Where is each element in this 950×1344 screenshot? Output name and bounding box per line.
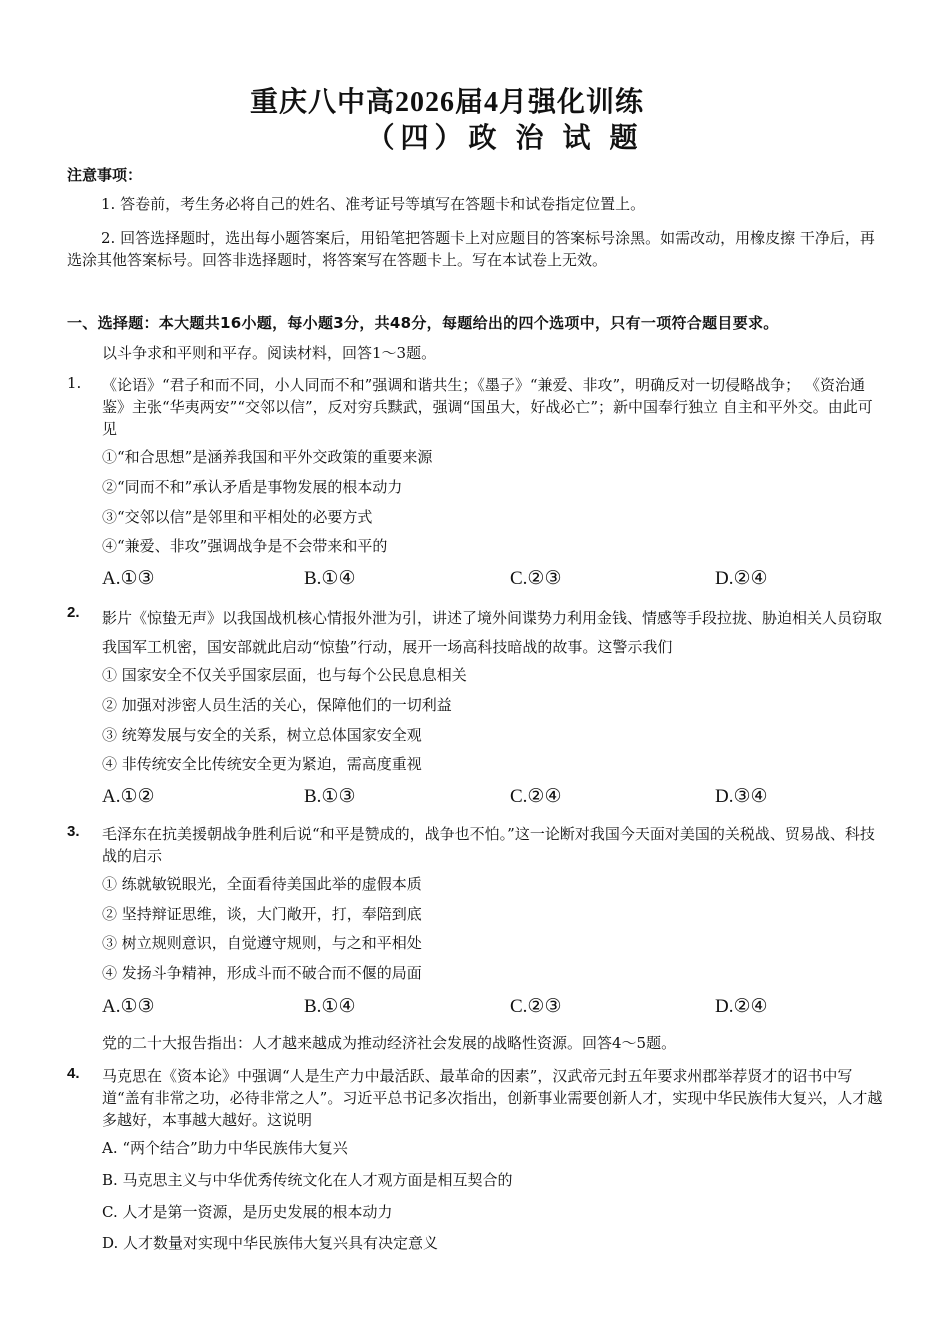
answer-choice-c: C.②④ <box>510 786 562 807</box>
answer-choice-b: B.①③ <box>304 786 356 807</box>
statement-option: ① 国家安全不仅关乎国家层面，也与每个公民息息相关 <box>102 666 467 684</box>
statement-option: ② 加强对涉密人员生活的关心，保障他们的一切利益 <box>102 696 452 714</box>
question-stem: 毛泽东在抗美援朝战争胜利后说“和平是赞成的，战争也不怕。”这一论断对我国今天面对美国的关税战、贸易战、科技战的启示 <box>102 825 875 865</box>
statement-option: ③“交邻以信”是邻里和平相处的必要方式 <box>102 508 373 526</box>
statement-option: ③ 统筹发展与安全的关系，树立总体国家安全观 <box>102 726 422 744</box>
question-number: 4. <box>67 1065 80 1082</box>
answer-choice-c: C. 人才是第一资源，是历史发展的根本动力 <box>102 1203 393 1221</box>
exam-title: 重庆八中高2026届4月强化训练 <box>249 87 644 118</box>
section-heading: 一、选择题：本大题共16小题，每小题3分，共48分，每题给出的四个选项中，只有一项符合题目要求。 <box>67 314 779 332</box>
statement-option: ③ 树立规则意识，自觉遵守规则，与之和平相处 <box>102 934 422 952</box>
question-stem: 影片《惊蛰无声》以我国战机核心情报外泄为引，讲述了境外间谍势力利用金钱、情感等手段拉拢、胁迫相关人员窃取我国军工机密，国安部就此启动“惊蛰”行动，展开一场高科技暗战的故事。这警示我们 <box>102 609 883 656</box>
notice-heading: 注意事项： <box>67 166 143 184</box>
answer-choice-d: D. 人才数量对实现中华民族伟大复兴具有决定意义 <box>102 1234 439 1252</box>
answer-choice-d: D.②④ <box>715 996 768 1017</box>
answer-choice-a: A. “两个结合”助力中华民族伟大复兴 <box>102 1139 348 1157</box>
answer-choice-c: C.②③ <box>510 996 562 1017</box>
answer-choice-a: A.①③ <box>102 996 155 1017</box>
material-intro-2: 党的二十大报告指出：人才越来越成为推动经济社会发展的战略性资源。回答4～5题。 <box>102 1034 677 1052</box>
statement-option: ④ 非传统安全比传统安全更为紧迫，需高度重视 <box>102 755 422 773</box>
notice-item-1: 1. 答卷前，考生务必将自己的姓名、准考证号等填写在答题卡和试卷指定位置上。 <box>101 195 646 213</box>
statement-option: ② 坚持辩证思维，谈，大门敞开，打，奉陪到底 <box>102 905 422 923</box>
statement-option: ④“兼爱、非攻”强调战争是不会带来和平的 <box>102 537 388 555</box>
exam-subtitle: （四）政 治 试 题 <box>366 123 644 154</box>
question-stem: 马克思在《资本论》中强调“人是生产力中最活跃、最革命的因素”，汉武帝元封五年要求州郡举荐贤才的诏书中写道“盖有非常之功，必待非常之人”。习近平总书记多次指出，创新事业需要创新人才，实现中华民族伟大复兴，人才越多越好，本事越大越好。这说明 <box>102 1067 883 1129</box>
answer-choice-b: B. 马克思主义与中华优秀传统文化在人才观方面是相互契合的 <box>102 1171 513 1189</box>
answer-choice-b: B.①④ <box>304 568 356 589</box>
statement-option: ①“和合思想”是涵养我国和平外交政策的重要来源 <box>102 448 433 466</box>
answer-choice-a: A.①③ <box>102 568 155 589</box>
answer-choice-a: A.①② <box>102 786 155 807</box>
notice-item-2: 2. 回答选择题时，选出每小题答案后，用铅笔把答题卡上对应题目的答案标号涂黑。如需改动，用橡皮擦 干净后，再选涂其他答案标号。回答非选择题时，将答案写在答题卡上。写在本试卷上无效。 <box>67 229 875 269</box>
answer-choice-b: B.①④ <box>304 996 356 1017</box>
statement-option: ④ 发扬斗争精神，形成斗而不破合而不偃的局面 <box>102 964 422 982</box>
answer-choice-d: D.②④ <box>715 568 768 589</box>
question-number: 2. <box>67 604 80 621</box>
question-stem: 《论语》“君子和而不同，小人同而不和”强调和谐共生；《墨子》“兼爱、非攻”，明确反对一切侵略战争； 《资治通鉴》主张“华夷两安”“交邻以信”，反对穷兵黩武，强调“国虽大，好战必亡”；新中国奉行独立 自主和平外交。由此可见 <box>102 376 873 438</box>
statement-option: ②“同而不和”承认矛盾是事物发展的根本动力 <box>102 478 403 496</box>
statement-option: ① 练就敏锐眼光，全面看待美国此举的虚假本质 <box>102 875 422 893</box>
answer-choice-c: C.②③ <box>510 568 562 589</box>
answer-choice-d: D.③④ <box>715 786 768 807</box>
question-number: 1. <box>67 374 82 392</box>
question-number: 3. <box>67 823 80 840</box>
material-intro-1: 以斗争求和平则和平存。阅读材料，回答1～3题。 <box>102 344 437 362</box>
